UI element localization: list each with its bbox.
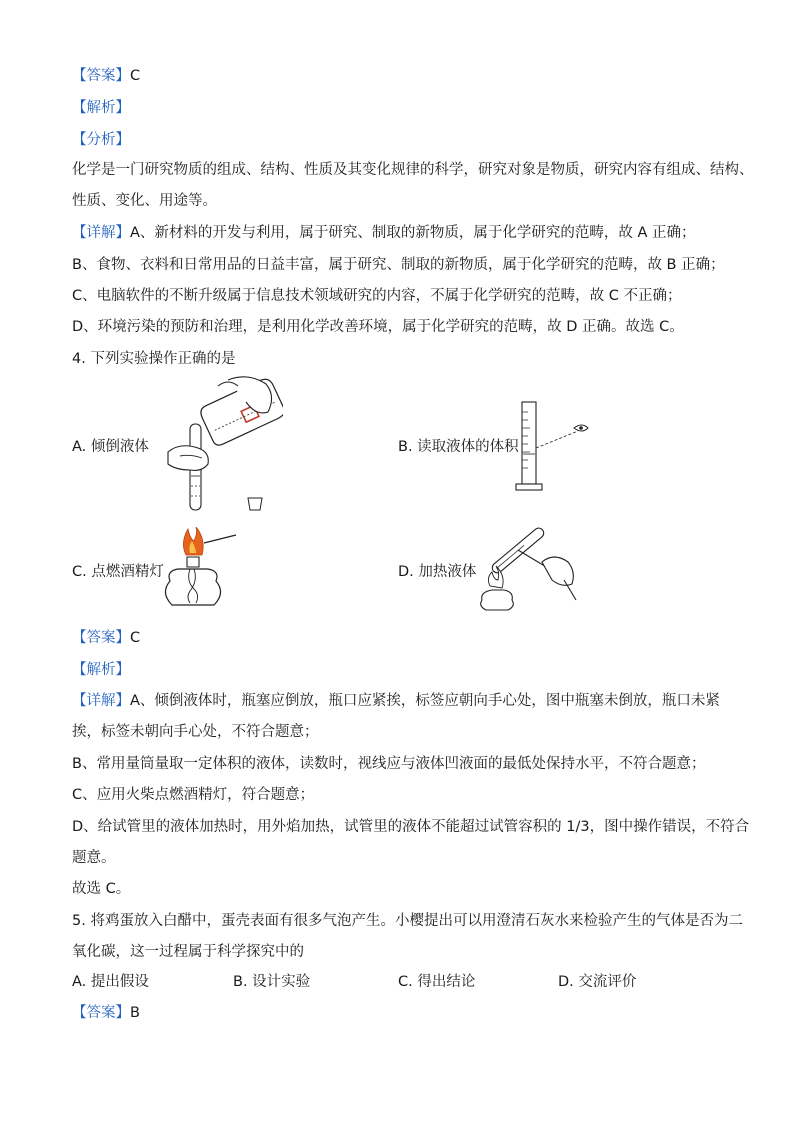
answer-value: B	[130, 1005, 140, 1021]
q4-option-c: C. 点燃酒精灯	[72, 564, 164, 580]
q3-answer	[72, 66, 140, 86]
answer-tag: 【答案】	[72, 68, 130, 84]
q5-option-a: A. 提出假设	[72, 974, 149, 990]
q4-option-d: D. 加热液体	[398, 564, 477, 580]
q4-analysis-tag: 【解析】	[72, 662, 130, 678]
q4-conclusion: 故选 C。	[72, 881, 131, 897]
q5-option-c: C. 得出结论	[398, 974, 476, 990]
q3-fenxi-line: 性质、变化、用途等。	[72, 193, 217, 209]
answer-value: C	[130, 68, 141, 84]
q5-stem-line: 氧化碳，这一过程属于科学探究中的	[72, 944, 304, 960]
q3-detail-line	[72, 223, 696, 243]
q5-answer	[72, 1003, 140, 1023]
detail-text: A、倾倒液体时，瓶塞应倒放，瓶口应紧挨，标签应朝向手心处，图中瓶塞未倒放，瓶口未紧	[130, 693, 720, 709]
q4-detail-line: B、常用量筒量取一定体积的液体，读数时，视线应与液体凹液面的最低处保持水平，不符合题意；	[72, 756, 706, 772]
q4-detail-line: C、应用火柴点燃酒精灯，符合题意；	[72, 787, 315, 803]
answer-tag: 【答案】	[72, 630, 130, 646]
q5-stem-line: 5. 将鸡蛋放入白醋中，蛋壳表面有很多气泡产生。小樱提出可以用澄清石灰水来检验产生的气体是否为二	[72, 913, 743, 929]
q5-option-d: D. 交流评价	[558, 974, 637, 990]
answer-tag: 【答案】	[72, 1005, 130, 1021]
q4-option-b: B. 读取液体的体积	[398, 439, 519, 455]
heat-liquid-figure	[472, 522, 584, 614]
q4-stem: 4. 下列实验操作正确的是	[72, 351, 236, 367]
q3-fenxi-line: 化学是一门研究物质的组成、结构、性质及其变化规律的科学，研究对象是物质，研究内容有组成、结构、	[72, 162, 754, 178]
alcohol-lamp-figure	[160, 525, 242, 613]
detail-text: A、新材料的开发与利用，属于研究、制取的新物质，属于化学研究的范畴，故 A 正确；	[130, 225, 696, 241]
detail-tag: 【详解】	[72, 225, 130, 241]
q5-option-b: B. 设计实验	[233, 974, 311, 990]
detail-tag: 【详解】	[72, 693, 130, 709]
q4-option-a: A. 倾倒液体	[72, 439, 149, 455]
q4-answer	[72, 628, 140, 648]
q4-detail-line: D、给试管里的液体加热时，用外焰加热，试管里的液体不能超过试管容积的 1/3，图中操作错误，不符合	[72, 819, 750, 835]
q4-detail-line: 题意。	[72, 850, 116, 866]
q3-detail-line: C、电脑软件的不断升级属于信息技术领域研究的内容，不属于化学研究的范畴，故 C 不正确；	[72, 288, 682, 304]
q4-detail-line	[72, 691, 720, 711]
q3-fenxi-tag: 【分析】	[72, 132, 130, 148]
q3-detail-line: D、环境污染的预防和治理，是利用化学改善环境，属于化学研究的范畴，故 D 正确。故选 C。	[72, 319, 684, 335]
q4-detail-line: 挨，标签未朝向手心处，不符合题意；	[72, 724, 319, 740]
answer-value: C	[130, 630, 141, 646]
q3-detail-line: B、食物、衣料和日常用品的日益丰富，属于研究、制取的新物质，属于化学研究的范畴，故 B 正确；	[72, 257, 725, 273]
pour-liquid-figure	[158, 372, 283, 518]
graduated-cylinder-figure	[512, 398, 592, 494]
q3-analysis-tag: 【解析】	[72, 100, 130, 116]
